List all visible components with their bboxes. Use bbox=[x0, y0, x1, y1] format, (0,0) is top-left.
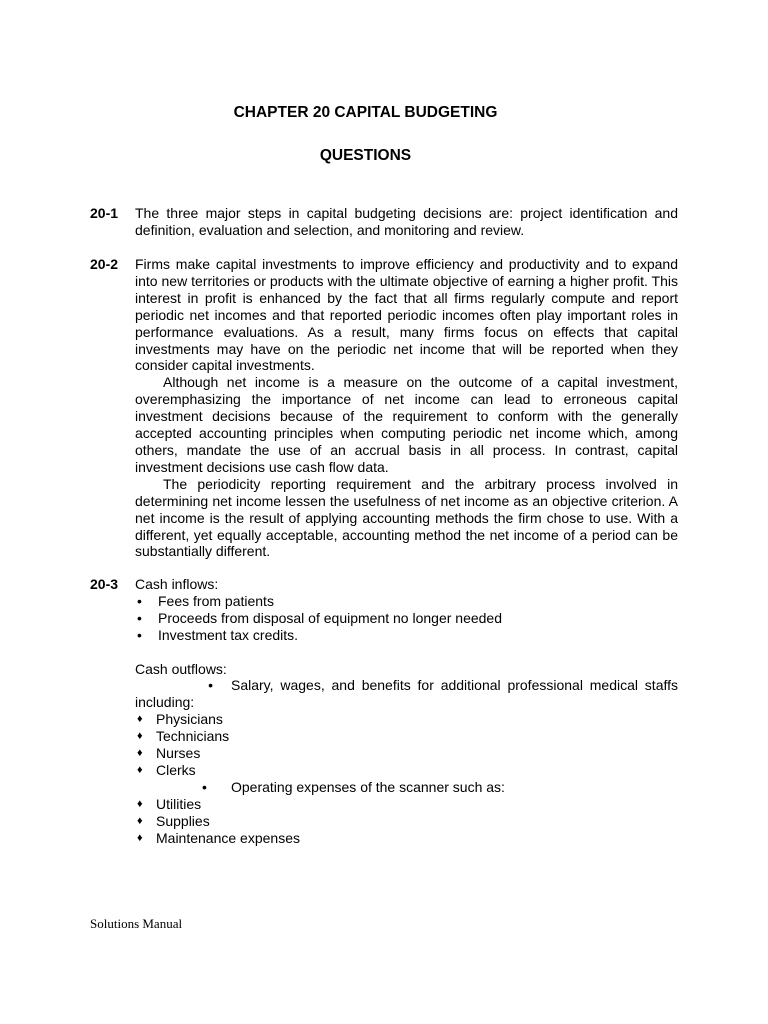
list-item: • Proceeds from disposal of equipment no longer needed bbox=[135, 610, 678, 627]
list-item: ♦ Physicians bbox=[135, 711, 678, 728]
chapter-title: CHAPTER 20 CAPITAL BUDGETING bbox=[233, 104, 498, 121]
list-item: ♦ Technicians bbox=[135, 728, 678, 745]
list-item: ♦ Maintenance expenses bbox=[135, 830, 678, 847]
question-20-3 bbox=[90, 576, 678, 846]
outflow-item-text: Salary, wages, and benefits for additional professional medical staffs including: bbox=[135, 677, 678, 711]
bullet-icon: • bbox=[202, 778, 207, 795]
answer-paragraph: The three major steps in capital budgeting decisions are: project identification and definition, evaluation and selection, and monitoring and review. bbox=[135, 205, 678, 238]
list-item: ♦ Supplies bbox=[135, 813, 678, 830]
list-item: ♦ Nurses bbox=[135, 745, 678, 762]
bullet-icon: • bbox=[208, 677, 213, 694]
list-item: ♦ Utilities bbox=[135, 796, 678, 813]
page-footer: Solutions Manual bbox=[90, 916, 183, 931]
question-number: 20-2 bbox=[90, 256, 119, 272]
question-body bbox=[135, 576, 678, 846]
answer-paragraph: Firms make capital investments to improve efficiency and productivity and to expand into new territories or products with the ultimate objective of earning a higher profit. This interest in profit is enhanced by the fact that all firms regularly compute and report periodic net incomes and that reported periodic incomes often play important roles in performance evaluations. As a result, many firms focus on effects that capital investments may have on the periodic net income that will be reported when they consider capital investments. bbox=[135, 256, 678, 374]
question-number: 20-1 bbox=[90, 205, 119, 221]
outflow-item bbox=[135, 779, 678, 796]
list-item: • Fees from patients bbox=[135, 593, 678, 610]
outflow-item bbox=[135, 677, 678, 711]
question-body bbox=[135, 256, 678, 560]
cash-inflows-label: Cash inflows: bbox=[135, 576, 219, 592]
staff-list bbox=[135, 711, 678, 779]
list-item: • Investment tax credits. bbox=[135, 627, 678, 644]
expenses-list bbox=[135, 796, 678, 847]
question-number: 20-3 bbox=[90, 576, 119, 592]
answer-paragraph: Although net income is a measure on the outcome of a capital investment, overemphasizing the importance of net income can lead to erroneous capital investment decisions because of the requirement to conform with the generally accepted accounting principles when computing periodic net income which, among others, mandate the use of an accrual basis in all process. In contrast, capital investment decisions use cash flow data. bbox=[135, 374, 678, 475]
question-20-2 bbox=[90, 256, 678, 560]
cash-outflows-label: Cash outflows: bbox=[135, 660, 227, 677]
answer-paragraph: The periodicity reporting requirement and the arbitrary process involved in determining net income lessen the usefulness of net income as an objective criterion. A net income is the result of applying accounting methods the firm chose to use. With a different, yet equally acceptable, accounting method the net income of a period can be substantially different. bbox=[135, 475, 678, 560]
list-item: ♦ Clerks bbox=[135, 762, 678, 779]
question-20-1 bbox=[90, 205, 678, 239]
section-title: QUESTIONS bbox=[319, 147, 412, 164]
outflow-item-text: Operating expenses of the scanner such as: bbox=[231, 778, 505, 795]
question-body bbox=[135, 205, 678, 239]
cash-inflows-list bbox=[135, 593, 678, 644]
